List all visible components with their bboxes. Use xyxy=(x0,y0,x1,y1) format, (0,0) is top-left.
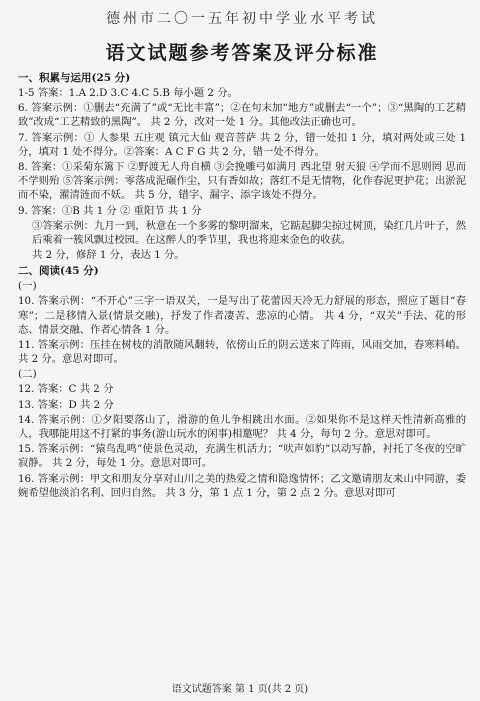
answer-paragraph: 11. 答案示例：压挂在树枝的消散随风翻转，依傍山丘的阴云送来了阵雨，风雨交加，春寒料峭。 共 2 分。意思对即可。 xyxy=(18,339,466,366)
section-title: 二、阅读(45 分) xyxy=(18,265,99,278)
answer-paragraph: 10. 答案示例：“不开心”三字一语双关，一是写出了花蕾因天冷无力舒展的形态，照应了题目“春寒”；二是移情入景(情景交融)，抒发了作者凄苦、悲凉的心情。 共 4 分，“双关”手法、花的形态、情景交融、作者心情各 1 分。 xyxy=(18,295,466,336)
answer-paragraph: 1-5 答案：1.A 2.D 3.C 4.C 5.B 每小题 2 分。 xyxy=(18,87,238,99)
answer-paragraph: 8. 答案：①采菊东篱下 ②野渡无人舟自横 ③会挽雕弓如满月 西北望 射天狼 ④学而不思则罔 思而不学则殆 ⑤答案示例：零落成泥碾作尘，只有香如故；落红不是无情物，化作春泥更护花；出淤泥而不染，濯清涟而不妖。 共 5 分，错字、漏字、添字该处不得分。 xyxy=(18,161,466,202)
answer-paragraph: 15. 答案示例：“猿鸟乱鸣”使景色灵动，充满生机活力；“吠声如豹”以动写静，衬托了冬夜的空旷寂静。 共 2 分，每处 1 分。意思对即可。 xyxy=(18,443,467,470)
answer-paragraph: 13. 答案：D 共 2 分 xyxy=(18,398,114,411)
answer-paragraph: 共 2 分，修辞 1 分，表达 1 分。 xyxy=(32,249,185,262)
document-title: 语文试题参考答案及评分标准 xyxy=(105,42,379,64)
answer-paragraph: 9. 答案：①B 共 1 分 ② 重阳节 共 1 分 xyxy=(18,204,202,217)
answer-paragraph: 14. 答案示例：①夕阳要落山了，滑游的鱼儿争相跳出水面。②如果你不是这样天性清新高雅的人，我哪能用这不打紧的事务(游山玩水的闲事)相邀呢？ 共 4 分，每句 2 分。意思对即可。 xyxy=(18,413,466,441)
section-title: 一、积累与运用(25 分) xyxy=(18,72,131,84)
answer-content xyxy=(18,71,466,500)
subsection-label: (二) xyxy=(18,368,37,381)
answer-paragraph: 7. 答案示例：① 人参果 五庄观 镇元大仙 观音菩萨 共 2 分，错一处扣 1 分，填对两处或三处 1 分，填对 1 处不得分。②答案：A C F G 共 2 分，错一处不得分。 xyxy=(18,131,466,158)
page-footer: 语文试题答案 第 1 页(共 2 页) xyxy=(171,684,309,695)
subsection-label: (一) xyxy=(18,280,37,293)
answer-paragraph: 16. 答案示例：甲文和朋友分享对山川之美的热爱之情和隐逸情怀；乙文邀请朋友来山中同游，委婉希望他淡泊名利、回归自然。 共 3 分，第 1 点 1 分，第 2 点 2 分。意思对即可 xyxy=(18,472,466,499)
answer-paragraph: 12. 答案：C 共 2 分 xyxy=(18,383,114,396)
exam-header: 德州市二〇一五年初中学业水平考试 xyxy=(106,11,378,27)
answer-paragraph: ③答案示例：九月一到，秋意在一个多雾的黎明溜来，它踮起脚尖掠过树顶，染红几片叶子，然后乘着一簇风飘过校园。在这醉人的季节里，我也将迎来金色的收获。 xyxy=(32,219,466,247)
answer-paragraph: 6. 答案示例：①删去“充满了”或“无比丰富”；②在句末加“地方”或删去“一个”；③“黑陶的工艺精致”改成“工艺精致的黑陶”。 共 2 分，改对一处 1 分。其他改法正确也可。 xyxy=(18,102,466,129)
